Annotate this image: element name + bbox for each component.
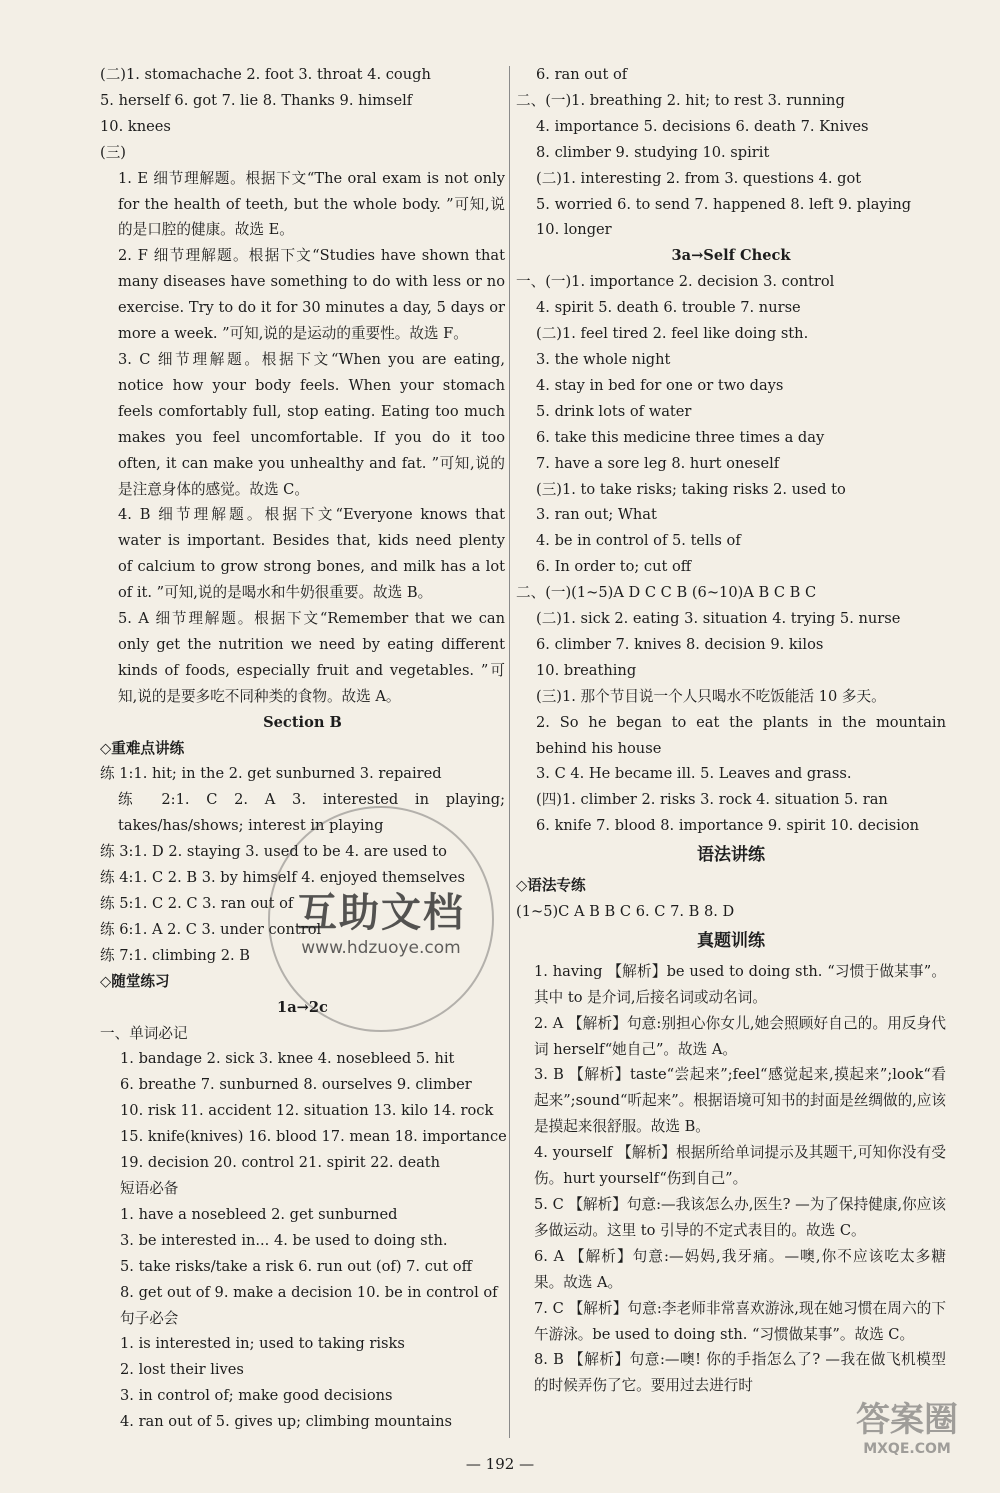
left-text-line: 1. have a nosebleed 2. get sunburned xyxy=(120,1205,398,1223)
left-text-line: 5. A 细节理解题。根据下文“Remember that we can only get the nutrition we need by eating different kinds of foods, especially fruit and vegetables. ”可知,说的是要多吃不同种类的食物。故选 A。 xyxy=(118,610,505,705)
right-text-line: 7. have a sore leg 8. hurt oneself xyxy=(536,454,780,472)
right-text-line: 6. In order to; cut off xyxy=(536,558,692,576)
right-text-line: (二)1. sick 2. eating 3. situation 4. trying 5. nurse xyxy=(536,610,901,628)
right-text-line: 10. longer xyxy=(536,221,612,239)
right-text-line: 8. climber 9. studying 10. spirit xyxy=(536,143,770,161)
left-text-line: 4. ran out of 5. gives up; climbing mountains xyxy=(120,1413,452,1431)
right-column xyxy=(516,62,946,1399)
left-text-line: 15. knife(knives) 16. blood 17. mean 18. importance xyxy=(120,1128,507,1146)
left-text-line: (三) xyxy=(100,143,126,161)
column-divider xyxy=(509,66,510,1438)
left-text-line: 练 2:1. C 2. A 3. interested in playing; takes/has/shows; interest in playing xyxy=(118,791,505,835)
left-text-line: (二)1. stomachache 2. foot 3. throat 4. cough xyxy=(100,66,431,83)
left-text-line: ◇随堂练习 xyxy=(100,972,170,990)
left-text-line: 3. C 细节理解题。根据下文“When you are eating, notice how your body feels. When your stomach feels comfortably full, stop eating. Eating too much makes you feel uncomfortable. If you do it too often, it can make you unhealthy and fat. ”可知,说的是注意身体的感觉。故选 C。 xyxy=(118,350,505,498)
right-text-line: 6. ran out of xyxy=(536,66,628,83)
right-text-line: 3. C 4. He became ill. 5. Leaves and grass. xyxy=(536,765,852,783)
right-text-line: 4. importance 5. decisions 6. death 7. Knives xyxy=(536,117,869,135)
left-text-line: ◇重难点讲练 xyxy=(100,739,185,757)
stamp-title: 互助文档 xyxy=(297,889,465,936)
right-text-line: 8. B 【解析】句意:—噢! 你的手指怎么了? —我在做飞机模型的时候弄伤了它。要用过去进行时 xyxy=(534,1351,946,1395)
left-text-line: 2. F 细节理解题。根据下文“Studies have shown that many diseases have something to do with less or no exercise. Try to do it for 30 minutes a day, 5 days or more a week. ”可知,说的是运动的重要性。故选 F。 xyxy=(118,247,505,343)
left-text-line: 5. take risks/take a risk 6. run out (of) 7. cut off xyxy=(120,1257,472,1275)
left-text-line: 句子必会 xyxy=(120,1309,179,1327)
page-number: — 192 — xyxy=(465,1455,535,1473)
right-text-line: 4. yourself 【解析】根据所给单词提示及其题干,可知你没有受伤。hurt yourself“伤到自己”。 xyxy=(534,1144,946,1188)
left-text-line: 一、单词必记 xyxy=(100,1024,188,1042)
right-text-line: 6. A 【解析】句意:—妈妈,我牙痛。—噢,你不应该吃太多糖果。故选 A。 xyxy=(534,1247,946,1291)
right-text-line: 5. C 【解析】句意:—我该怎么办,医生? —为了保持健康,你应该多做运动。这里 to 引导的不定式表目的。故选 C。 xyxy=(534,1195,946,1239)
right-text-line: (三)1. to take risks; taking risks 2. used to xyxy=(536,480,846,498)
right-text-line: ◇语法专练 xyxy=(516,877,586,895)
right-text-line: 5. drink lots of water xyxy=(536,402,692,420)
right-text-line: 2. So he began to eat the plants in the mountain behind his house xyxy=(536,713,946,757)
right-text-line: 2. A 【解析】句意:别担心你女儿,她会照顾好自己的。用反身代词 herself“她自己”。故选 A。 xyxy=(534,1014,946,1058)
right-text-line: 10. breathing xyxy=(536,661,637,679)
right-text-line: 6. knife 7. blood 8. importance 9. spirit 10. decision xyxy=(536,817,920,835)
left-text-line: 8. get out of 9. make a decision 10. be in control of xyxy=(120,1283,498,1301)
right-text-line: 二、(一)(1~5)A D C C B (6~10)A B C B C xyxy=(516,584,817,602)
left-text-line: 1. is interested in; used to taking risks xyxy=(120,1335,405,1353)
right-text-line: 1. having 【解析】be used to doing sth. “习惯于做某事”。其中 to 是介词,后接名词或动名词。 xyxy=(534,962,946,1006)
left-text-line: 练 4:1. C 2. B 3. by himself 4. enjoyed themselves xyxy=(100,869,465,887)
left-text-line: 3. be interested in... 4. be used to doing sth. xyxy=(120,1231,448,1249)
left-text-line: 10. risk 11. accident 12. situation 13. kilo 14. rock xyxy=(120,1102,494,1120)
right-text-line: 4. be in control of 5. tells of xyxy=(536,532,741,550)
left-text-line: 1a→2c xyxy=(277,998,328,1016)
left-text-line: 2. lost their lives xyxy=(120,1361,244,1379)
right-text-line: 6. take this medicine three times a day xyxy=(536,428,825,446)
left-column xyxy=(100,62,505,1435)
right-text-line: 一、(一)1. importance 2. decision 3. control xyxy=(516,273,835,291)
left-text-line: 3. in control of; make good decisions xyxy=(120,1387,393,1405)
right-text-line: 3a→Self Check xyxy=(671,247,791,265)
right-text-line: 3. ran out; What xyxy=(536,506,657,524)
left-text-line: 练 6:1. A 2. C 3. under control xyxy=(100,920,322,938)
right-text-line: 6. climber 7. knives 8. decision 9. kilos xyxy=(536,635,824,653)
watermark-url: MXQE.COM xyxy=(863,1441,951,1457)
left-text-line: 1. E 细节理解题。根据下文“The oral exam is not only for the health of teeth, but the whole body. ”可知,说的是口腔的健康。故选 E。 xyxy=(118,169,505,239)
stamp-url: www.hdzuoye.com xyxy=(301,937,461,958)
left-text-line: 1. bandage 2. sick 3. knee 4. nosebleed 5. hit xyxy=(120,1050,455,1068)
right-text-line: 二、(一)1. breathing 2. hit; to rest 3. running xyxy=(516,91,845,109)
left-text-line: 练 5:1. C 2. C 3. ran out of xyxy=(100,895,294,912)
right-text-line: 4. stay in bed for one or two days xyxy=(536,376,784,394)
corner-watermark xyxy=(832,1392,982,1484)
left-text-line: 5. herself 6. got 7. lie 8. Thanks 9. himself xyxy=(100,91,413,109)
left-text-line: 练 1:1. hit; in the 2. get sunburned 3. repaired xyxy=(100,765,442,783)
right-text-line: (二)1. interesting 2. from 3. questions 4. got xyxy=(536,169,862,187)
left-text-line: 6. breathe 7. sunburned 8. ourselves 9. climber xyxy=(120,1076,472,1094)
watermark-logo: 答案圈 xyxy=(856,1400,958,1440)
left-text-line: 短语必备 xyxy=(120,1179,179,1197)
right-text-line: (1~5)C A B B C 6. C 7. B 8. D xyxy=(516,903,735,920)
right-text-line: 3. the whole night xyxy=(536,350,671,368)
right-text-line: 语法讲练 xyxy=(697,845,765,866)
left-text-line: Section B xyxy=(263,713,342,731)
left-text-line: 练 7:1. climbing 2. B xyxy=(100,946,251,964)
right-text-line: (四)1. climber 2. risks 3. rock 4. situation 5. ran xyxy=(536,791,888,809)
right-text-line: 3. B 【解析】taste“尝起来”;feel“感觉起来,摸起来”;look“看起来”;sound“听起来”。根据语境可知书的封面是丝绸做的,应该是摸起来很舒服。故选 B。 xyxy=(534,1066,947,1136)
left-text-line: 4. B 细节理解题。根据下文“Everyone knows that water is important. Besides that, kids need plenty of calcium to grow strong bones, and milk has a lot of it. ”可知,说的是喝水和牛奶很重要。故选 B。 xyxy=(118,506,505,602)
right-text-line: (三)1. 那个节目说一个人只喝水不吃饭能活 10 多天。 xyxy=(536,687,886,705)
right-text-line: 7. C 【解析】句意:李老师非常喜欢游泳,现在她习惯在周六的下午游泳。be used to doing sth. “习惯做某事”。故选 C。 xyxy=(534,1299,946,1343)
right-text-line: 5. worried 6. to send 7. happened 8. left 9. playing xyxy=(536,195,912,213)
right-text-line: 4. spirit 5. death 6. trouble 7. nurse xyxy=(536,299,801,317)
right-text-line: (二)1. feel tired 2. feel like doing sth. xyxy=(536,325,809,343)
left-text-line: 10. knees xyxy=(100,117,171,135)
left-text-line: 19. decision 20. control 21. spirit 22. death xyxy=(120,1154,441,1172)
right-text-line: 真题训练 xyxy=(697,930,765,951)
left-text-line: 练 3:1. D 2. staying 3. used to be 4. are used to xyxy=(100,843,447,861)
